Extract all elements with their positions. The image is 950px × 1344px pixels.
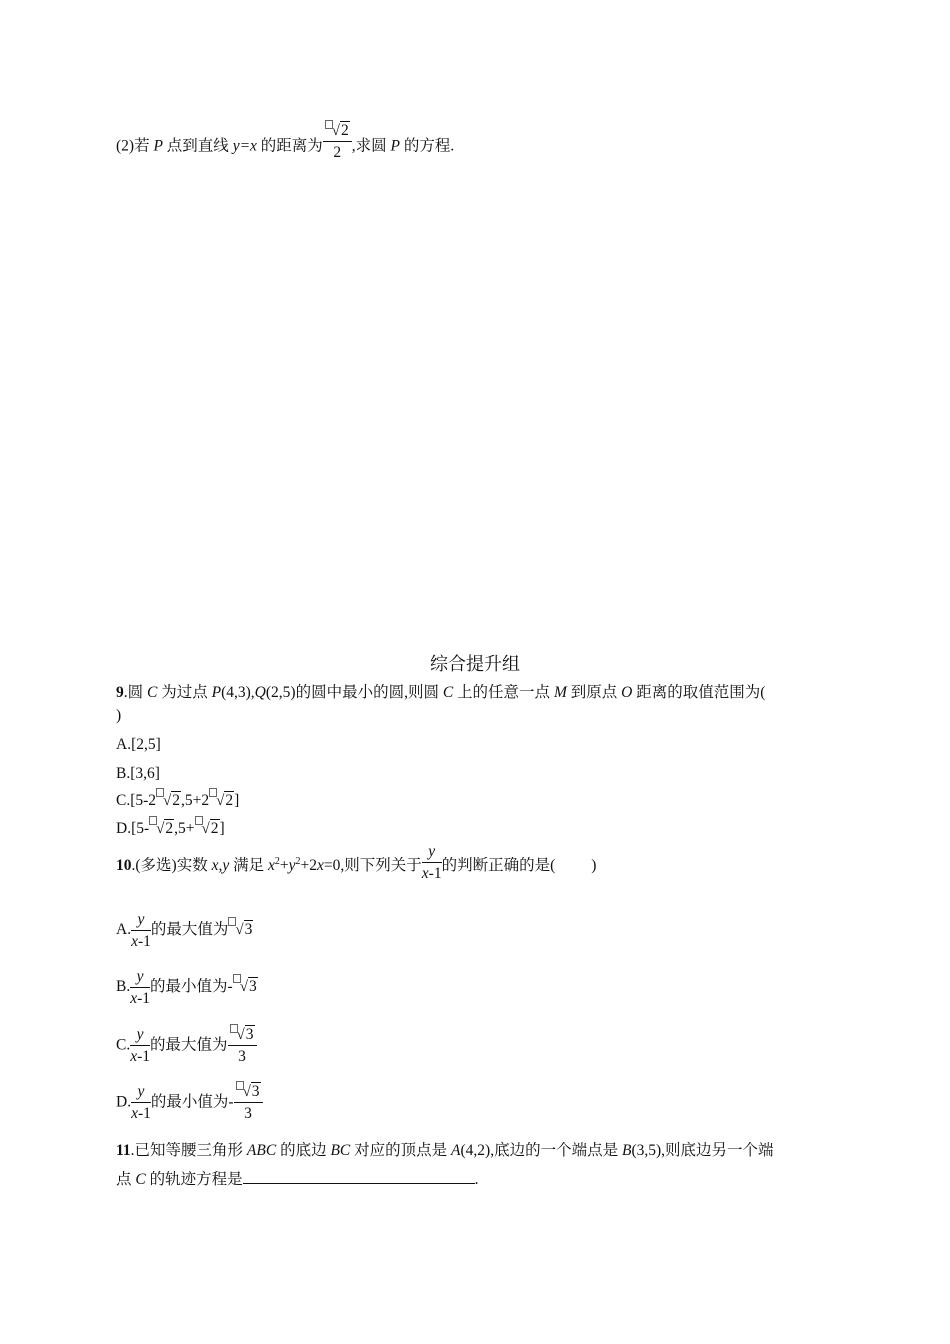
sqrt-symbol: √2 [195,819,220,838]
var-p: P [390,137,401,155]
fraction-sqrt3-over-3: $\frac{√3}{3}$ [228,1027,257,1065]
text: ,求圆 [351,137,391,155]
fraction-y-over-x-minus-1: $\frac{y}{x-1}$ [131,911,151,950]
sqrt-symbol: √3 [230,1027,255,1043]
question-11-line2: 点 C 的轨迹方程是 . [116,1171,479,1188]
question-number: 10 [116,857,132,875]
fraction-sqrt2-over-2: $\frac{√2}{2}$ [323,123,352,161]
line-eq: y=x [232,137,257,155]
sqrt-symbol: √3 [236,1084,261,1100]
question-9: 9.圆 C 为过点 P(4,3),Q(2,5)的圆中最小的圆,则圆 C 上的任意一点 M 到原点 O 距离的取值范围为( [116,684,766,701]
fraction-y-over-x-minus-1: $\frac{y}{x-1}$ [421,843,442,882]
sqrt-symbol: √2 [149,819,174,838]
q9-close-paren: ) [116,707,122,724]
fraction-y-over-x-minus-1: $\frac{y}{x-1}$ [130,1026,151,1065]
text: (2)若 [116,137,154,155]
question-number: 9 [116,684,124,701]
q9-option-c: C.[5-2 √2,5+2 √2] [116,791,239,810]
question-11: 11.已知等腰三角形 ABC 的底边 BC 对应的顶点是 A(4,2),底边的一个端点是 B(3,5),则底边另一个端 [116,1142,774,1159]
q9-option-d: D.[5- √2,5+ √2] [116,819,225,838]
q10-option-c: C. $\frac{y}{x-1}$ 的最大值为 $\frac{√3}{3}$ [116,1027,257,1065]
sqrt-symbol: √2 [209,791,234,810]
text: 点到直线 [162,137,233,155]
q10-option-b: B. $\frac{y}{x-1}$ 的最小值为- √3 [116,968,257,1007]
sqrt-symbol: √2 [156,791,181,810]
text: 的方程. [400,137,455,155]
text: 的距离为 [256,137,323,155]
var-p: P [153,137,163,155]
answer-blank[interactable] [243,1169,475,1184]
sqrt-symbol: √3 [228,920,253,939]
fraction-y-over-x-minus-1: $\frac{y}{x-1}$ [130,968,151,1007]
question-10: 10.(多选)实数 x,y 满足 $x^2+y^2+2x=0$,则下列关于 $\frac{y}{x-1}$ 的判断正确的是( ) [116,843,597,882]
q10-option-d: D. $\frac{y}{x-1}$ 的最小值为- $\frac{√3}{3}$ [116,1084,263,1122]
q10-option-a: A. $\frac{y}{x-1}$ 的最大值为 √3 [116,911,253,950]
fraction-y-over-x-minus-1: $\frac{y}{x-1}$ [131,1083,151,1122]
sqrt-symbol: √3 [233,977,258,996]
fraction-sqrt3-over-3: $\frac{√3}{3}$ [234,1084,263,1122]
sqrt-symbol: √2 [325,123,350,139]
q9-option-b: B.[3,6] [116,765,160,782]
q9-option-a: A.[2,5] [116,736,161,753]
q8-part2 [116,122,455,161]
question-number: 11 [116,1142,131,1159]
section-title: 综合提升组 [430,654,520,674]
